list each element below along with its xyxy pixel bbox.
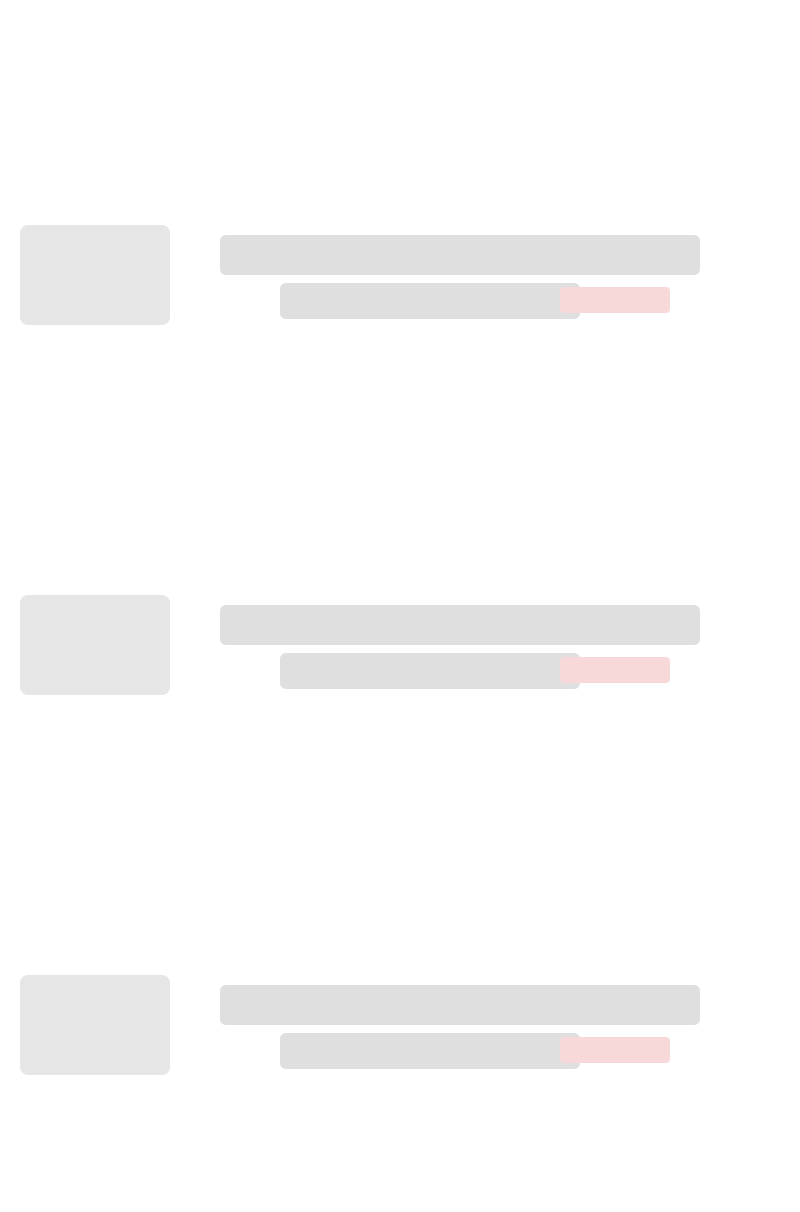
- watermark-logo: [0, 575, 800, 715]
- watermark-logo: [0, 205, 800, 345]
- watermark-logo: [0, 955, 800, 1095]
